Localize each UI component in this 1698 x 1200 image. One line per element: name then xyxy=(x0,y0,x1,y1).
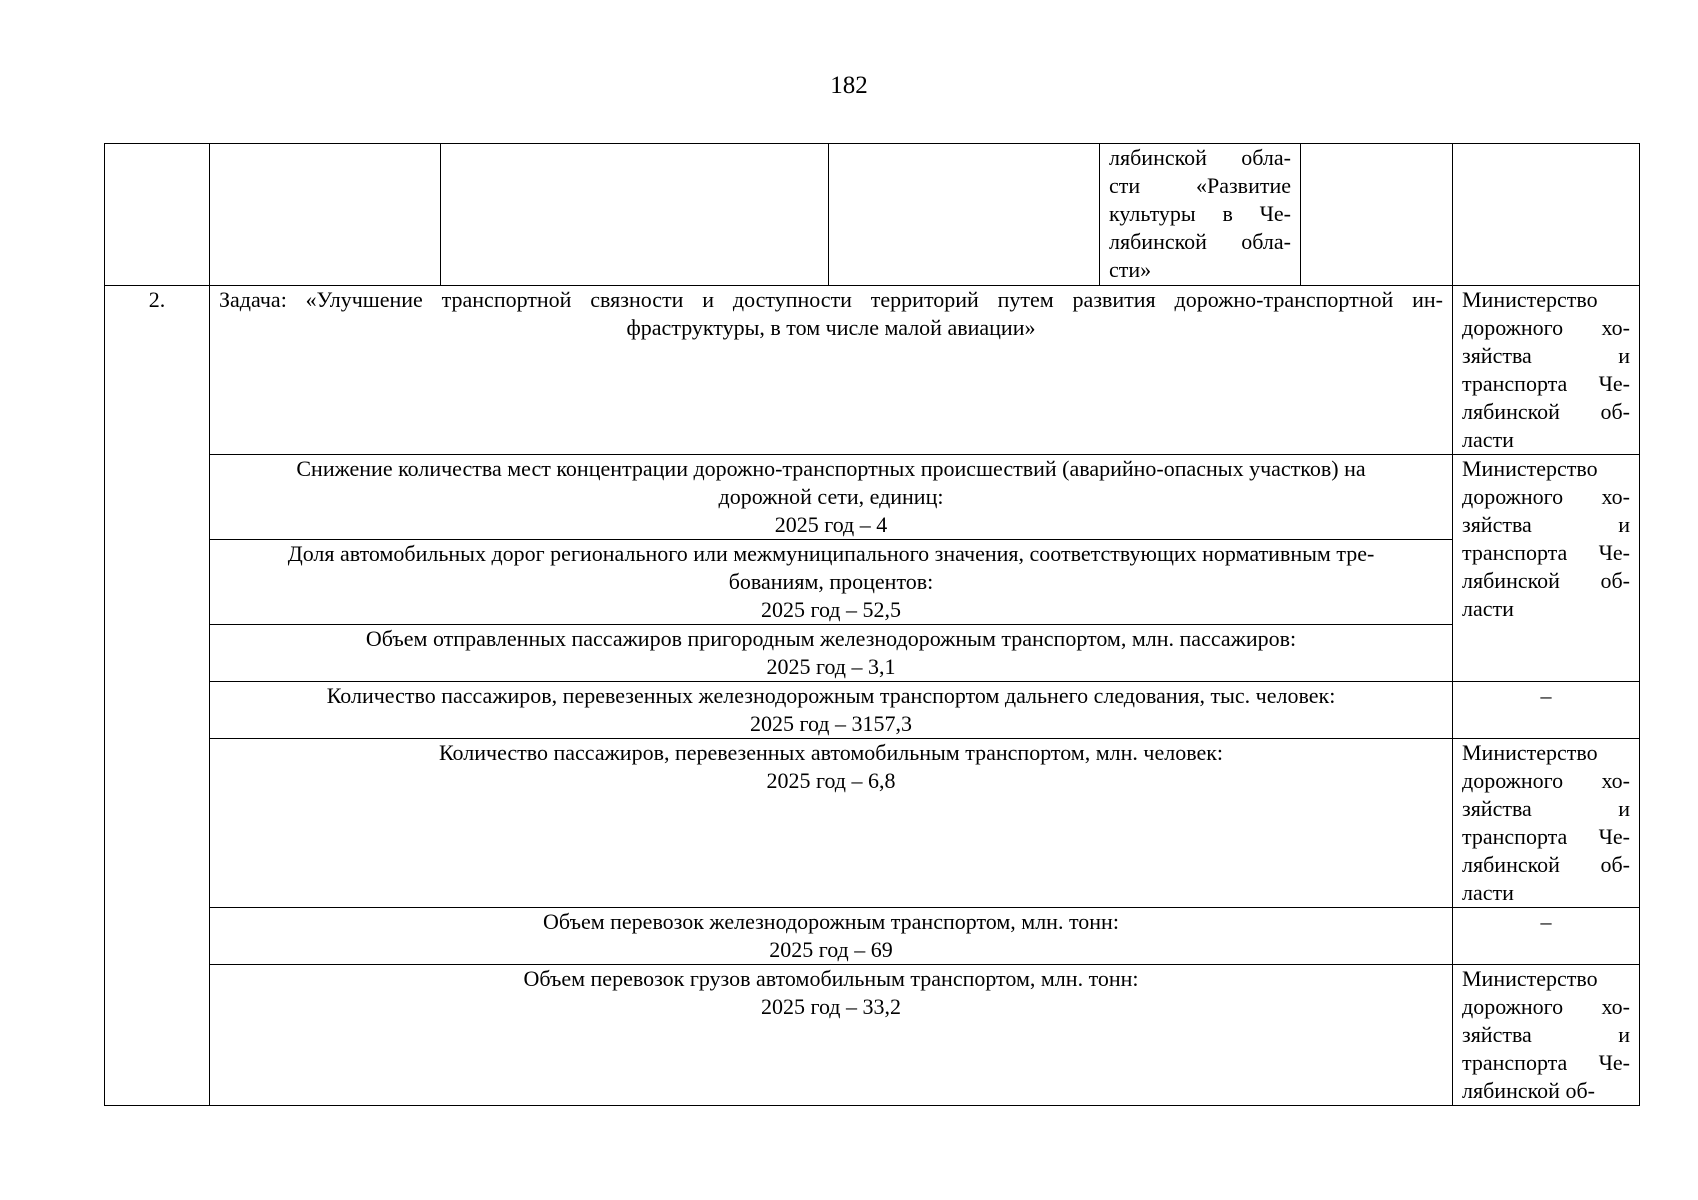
indicator-cell xyxy=(210,540,1453,625)
ministry-line: транспорта Че- xyxy=(1462,1050,1630,1075)
cell-empty-2 xyxy=(441,144,829,286)
section-number: 2. xyxy=(105,286,210,1106)
cell-empty-6 xyxy=(1453,144,1640,286)
ministry-line: транспорта Че- xyxy=(1462,540,1630,565)
indicator-line: Доля автомобильных дорог регионального или межмуниципального значения, соответствующих нормативным тре- xyxy=(287,541,1375,566)
indicator-line: бованиям, процентов: xyxy=(728,569,934,594)
continuation-row xyxy=(105,144,1640,286)
ministry-line: ласти xyxy=(1462,596,1514,621)
indicator-value: 2025 год – 3,1 xyxy=(766,654,896,679)
indicator-value: 2025 год – 3157,3 xyxy=(749,711,913,736)
ministry-line: Министерство xyxy=(1462,456,1598,481)
cell-empty-3 xyxy=(829,144,1100,286)
indicator-cell xyxy=(210,739,1453,908)
indicator-row xyxy=(105,682,1640,739)
program-line: культуры в Че- xyxy=(1109,201,1291,226)
program-table xyxy=(104,143,1640,1106)
task-row xyxy=(105,286,1640,455)
ministry-line: ласти xyxy=(1462,880,1514,905)
program-name-cell xyxy=(1100,144,1301,286)
ministry-line: ласти xyxy=(1462,427,1514,452)
ministry-line: лябинской об- xyxy=(1462,568,1630,593)
responsible-cell xyxy=(1453,739,1640,908)
ministry-line: Министерство xyxy=(1462,966,1598,991)
indicator-row xyxy=(105,965,1640,1106)
task-text-line: фраструктуры, в том числе малой авиации» xyxy=(626,315,1036,340)
indicator-line: Количество пассажиров, перевезенных автомобильным транспортом, млн. человек: xyxy=(438,740,1224,765)
cell-empty-1 xyxy=(210,144,441,286)
indicator-line: Объем отправленных пассажиров пригородным железнодорожным транспортом, млн. пассажиров: xyxy=(365,626,1297,651)
ministry-line: дорожного хо- xyxy=(1462,768,1630,793)
ministry-line: лябинской об- xyxy=(1462,399,1630,424)
ministry-line: транспорта Че- xyxy=(1462,824,1630,849)
indicator-row xyxy=(105,908,1640,965)
indicator-line: Снижение количества мест концентрации дорожно-транспортных происшествий (аварийно-опасных участков) на xyxy=(296,456,1366,481)
responsible-dash: – xyxy=(1453,908,1640,965)
cell-empty-num xyxy=(105,144,210,286)
indicator-cell xyxy=(210,908,1453,965)
ministry-line: зяйства и xyxy=(1462,343,1630,368)
program-line: сти «Развитие xyxy=(1109,173,1291,198)
indicator-cell xyxy=(210,682,1453,739)
ministry-line: лябинской об- xyxy=(1462,1078,1595,1103)
indicator-row xyxy=(105,540,1640,625)
ministry-line: транспорта Че- xyxy=(1462,371,1630,396)
task-text-line: Задача: «Улучшение транспортной связности и доступности территорий путем развития дорожно-транспортной ин- xyxy=(219,287,1443,312)
program-line: сти» xyxy=(1109,257,1152,282)
indicator-value: 2025 год – 52,5 xyxy=(760,597,902,622)
ministry-line: зяйства и xyxy=(1462,512,1630,537)
cell-empty-5 xyxy=(1301,144,1453,286)
responsible-cell xyxy=(1453,965,1640,1106)
indicator-line: Количество пассажиров, перевезенных железнодорожным транспортом дальнего следования, тыс. человек: xyxy=(326,683,1336,708)
indicator-value: 2025 год – 33,2 xyxy=(760,994,902,1019)
group-responsible-cell xyxy=(1453,455,1640,682)
indicator-line: дорожной сети, единиц: xyxy=(718,484,944,509)
indicator-line: Объем перевозок железнодорожным транспортом, млн. тонн: xyxy=(543,909,1119,934)
ministry-line: лябинской об- xyxy=(1462,852,1630,877)
ministry-line: Министерство xyxy=(1462,287,1598,312)
program-line: лябинской обла- xyxy=(1109,229,1291,254)
indicator-row xyxy=(105,455,1640,540)
ministry-line: Министерство xyxy=(1462,740,1598,765)
indicator-row xyxy=(105,625,1640,682)
indicator-row xyxy=(105,739,1640,908)
indicator-value: 2025 год – 6,8 xyxy=(766,768,896,793)
indicator-value: 2025 год – 4 xyxy=(774,512,888,537)
indicator-line: Объем перевозок грузов автомобильным транспортом, млн. тонн: xyxy=(523,966,1139,991)
program-line: лябинской обла- xyxy=(1109,145,1291,170)
ministry-line: зяйства и xyxy=(1462,1022,1630,1047)
task-responsible-cell xyxy=(1453,286,1640,455)
indicator-cell xyxy=(210,455,1453,540)
indicator-cell xyxy=(210,965,1453,1106)
indicator-cell xyxy=(210,625,1453,682)
ministry-line: дорожного хо- xyxy=(1462,315,1630,340)
task-cell xyxy=(210,286,1453,455)
ministry-line: дорожного хо- xyxy=(1462,484,1630,509)
indicator-value: 2025 год – 69 xyxy=(769,937,893,962)
ministry-line: зяйства и xyxy=(1462,796,1630,821)
responsible-dash: – xyxy=(1453,682,1640,739)
page-number: 182 xyxy=(830,72,868,99)
ministry-line: дорожного хо- xyxy=(1462,994,1630,1019)
